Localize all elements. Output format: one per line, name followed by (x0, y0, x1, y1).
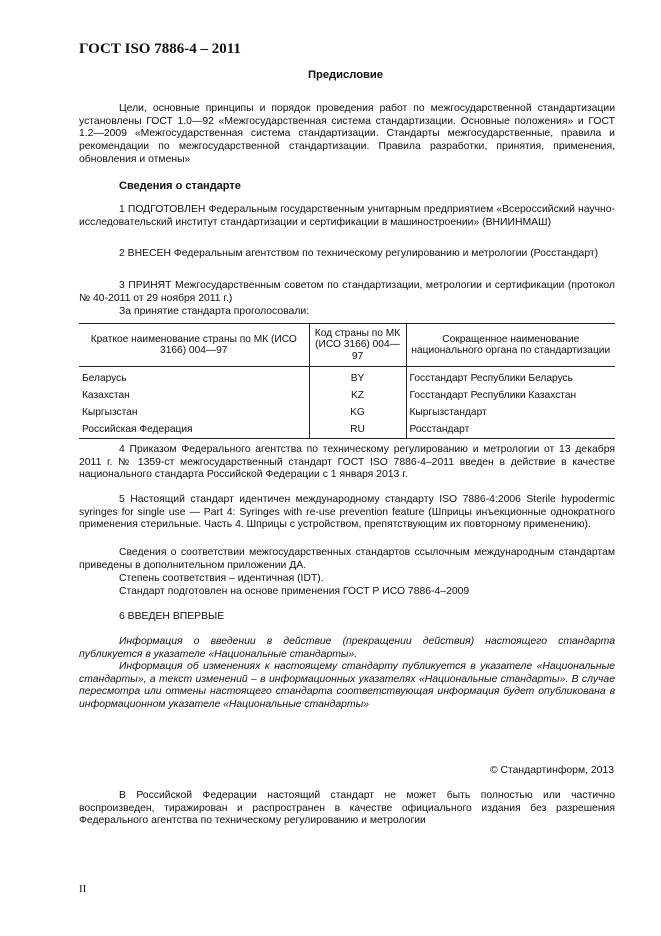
item-4-order: 4 Приказом Федерального агентства по техническому регулированию и метрологии от 13 декабря 2011 г. № 1359-ст межгосударственный стандарт ГОСТ ISO 7886-4–2011 введен в действие в качестве национального стандарта Российской Федерации с 1 января 2013 г. (79, 444, 615, 481)
header-country-name: Краткое наименование страны по МК (ИСО 3166) 004—97 (79, 324, 309, 367)
country-code: KZ (309, 387, 406, 404)
item-3-vote-line: За принятие стандарта проголосовали: (119, 306, 310, 317)
item-5-identical: 5 Настоящий стандарт идентичен международному стандарту ISO 7886-4:2006 Sterile hypodermic syringes for single use — Part 4: Syringes with re-use prevention feature (Шприцы инъекционные однократного применения стерильные. Часть 4. Шприцы с устройством, препятствующим их повторному применению). (79, 494, 615, 531)
copyright-line: © Стандартинформ, 2013 (489, 765, 614, 776)
voting-countries-table (79, 323, 615, 439)
country-name: Казахстан (82, 389, 130, 401)
item-3-adopted: 3 ПРИНЯТ Межгосударственным советом по стандартизации, метрологии и сертификации (протокол № 40-2011 от 29 ноября 2011 г.) (79, 280, 615, 304)
document-title: ГОСТ ISO 7886-4 – 2011 (79, 41, 241, 57)
item-5-degree: Степень соответствия – идентичная (IDT). (119, 573, 324, 584)
item-5-references: Сведения о соответствии межгосударственных стандартов ссылочным международным стандартам приведены в дополнительном приложении ДА. (79, 547, 615, 571)
table-row (79, 387, 615, 404)
info-heading: Сведения о стандарте (119, 180, 241, 192)
header-country-code: Код страны по МК (ИСО 3166) 004—97 (309, 324, 406, 367)
header-national-body: Сокращенное наименование национального органа по стандартизации (406, 324, 615, 367)
national-body: Кыргызстандарт (406, 404, 615, 421)
country-name: Беларусь (82, 372, 127, 384)
table-row (79, 421, 615, 439)
table-header-row (79, 324, 615, 367)
national-body: Госстандарт Республики Казахстан (406, 387, 615, 404)
table-row (79, 367, 615, 388)
country-code: RU (309, 421, 406, 439)
notice-info-introduction: Информация о введении в действие (прекращении действия) настоящего стандарта публикуется в указателе «Национальные стандарты». (79, 636, 615, 660)
country-name: Российская Федерация (79, 421, 309, 439)
country-code: KG (309, 404, 406, 421)
item-5-basis: Стандарт подготовлен на основе применения ГОСТ Р ИСО 7886-4–2009 (119, 586, 470, 597)
country-name: Кыргызстан (82, 406, 138, 418)
country-code: BY (309, 367, 406, 388)
notice-info-changes: Информация об изменениях к настоящему стандарту публикуется в указателе «Национальные стандарты», а текст изменений – в информационных указателях «Национальные стандарты». В случае пересмотра или отмены настоящего стандарта соответствующая информация будет опубликована в информационном указателе «Национальные стандарты» (79, 661, 615, 711)
item-6-introduced: 6 ВВЕДЕН ВПЕРВЫЕ (119, 611, 225, 622)
table-row (79, 404, 615, 421)
item-2-submitted: 2 ВНЕСЕН Федеральным агентством по техническому регулированию и метрологии (Росстандарт) (119, 248, 599, 259)
foreword-heading: Предисловие (307, 69, 384, 81)
intro-paragraph: Цели, основные принципы и порядок проведения работ по межгосударственной стандартизации установлены ГОСТ 1.0—92 «Межгосударственная система стандартизации. Основные положения» и ГОСТ 1.2—2009 «Межгосударственная система стандартизации. Стандарты межгосударственные, правила и рекомендации по межгосударственной стандартизации. Правила разработки, принятия, применения, обновления и отмены» (79, 103, 615, 165)
national-body: Росстандарт (406, 421, 615, 439)
reproduction-restriction: В Российской Федерации настоящий стандарт не может быть полностью или частично воспроизведен, тиражирован и распространен в качестве официального издания без разрешения Федерального агентства по техническому регулированию и метрологии (79, 790, 615, 827)
national-body: Госстандарт Республики Беларусь (406, 367, 615, 388)
page-number: II (79, 883, 87, 895)
item-1-prepared: 1 ПОДГОТОВЛЕН Федеральным государственным унитарным предприятием «Всероссийский научно-исследовательский институт стандартизации и сертификации в машиностроении» (ВНИИНМАШ) (79, 204, 615, 228)
